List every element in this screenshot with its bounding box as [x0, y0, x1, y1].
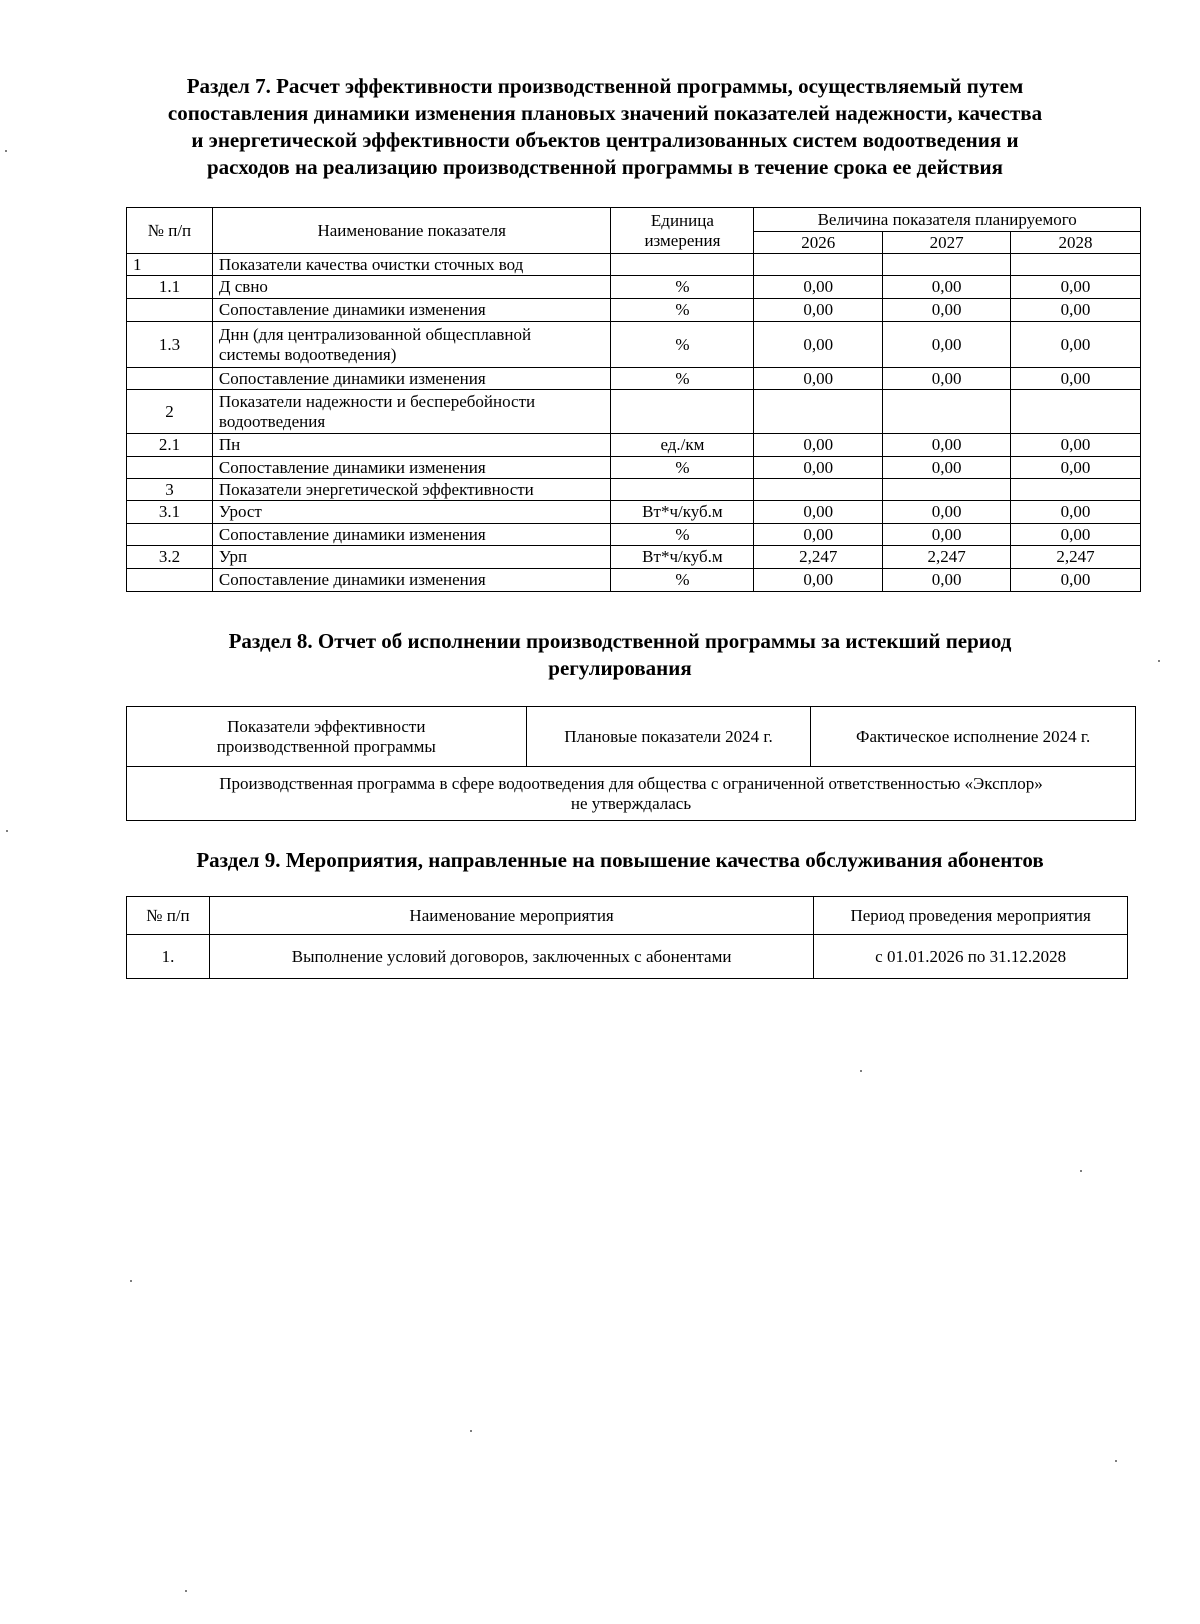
table-row: [127, 479, 1141, 501]
row-value: 0,00: [883, 434, 1011, 457]
row-value: 0,00: [754, 501, 883, 524]
table-header-row: [127, 707, 1136, 767]
row-name-line-1: Показатели надежности и бесперебойности: [218, 391, 536, 411]
row-unit: [611, 479, 754, 501]
table-row: [127, 546, 1141, 569]
scan-speck: [6, 830, 8, 832]
row-unit: Вт*ч/куб.м: [611, 546, 754, 569]
section7-title-line-3: и энергетической эффективности объектов централизованных систем водоотведения и: [191, 128, 1019, 152]
row-unit: %: [611, 457, 754, 479]
header-event-period: Период проведения мероприятия: [814, 897, 1128, 935]
row-num: 3.2: [127, 546, 213, 569]
scan-speck: [1158, 660, 1160, 662]
table-row: [127, 299, 1141, 322]
row-unit: %: [611, 368, 754, 390]
row-value: 2,247: [754, 546, 883, 569]
row-value: [883, 390, 1011, 434]
table-row: [127, 569, 1141, 592]
section7-title-line-2: сопоставления динамики изменения плановых значений показателей надежности, качества: [167, 101, 1043, 125]
section8-table: [126, 706, 1136, 821]
row-name: Д свно: [212, 276, 611, 299]
header-name: Наименование показателя: [212, 208, 611, 254]
scan-speck: [470, 1430, 472, 1432]
table-row: [127, 276, 1141, 299]
row-value: 0,00: [754, 276, 883, 299]
row-unit: %: [611, 569, 754, 592]
row-value: [883, 479, 1011, 501]
row-value: [1011, 390, 1141, 434]
row-num: [127, 299, 213, 322]
header-unit-line-1: Единица: [650, 210, 714, 230]
row-num: 3: [127, 479, 213, 501]
table-row: [127, 368, 1141, 390]
row-name: Урост: [212, 501, 611, 524]
row-unit: %: [611, 276, 754, 299]
row-value: 0,00: [754, 524, 883, 546]
row-value: 0,00: [1011, 457, 1141, 479]
row-value: 0,00: [883, 457, 1011, 479]
scan-speck: [1115, 1460, 1117, 1462]
row-value: 0,00: [1011, 569, 1141, 592]
row-num: 1: [127, 254, 213, 276]
table-row: [127, 390, 1141, 434]
section7-title-line-4: расходов на реализацию производственной программы в течение срока ее действия: [206, 155, 1004, 179]
row-value: [754, 390, 883, 434]
row-value: 0,00: [883, 569, 1011, 592]
row-unit: ед./км: [611, 434, 754, 457]
header-efficiency-indicators: [127, 707, 527, 767]
section7-title: [100, 73, 1110, 181]
row-value: 0,00: [754, 434, 883, 457]
row-value: 0,00: [1011, 434, 1141, 457]
program-not-approved-note: [127, 767, 1136, 821]
header-year: 2028: [1011, 232, 1141, 254]
table-row: [127, 524, 1141, 546]
scan-speck: [130, 1280, 132, 1282]
row-value: 0,00: [1011, 299, 1141, 322]
header-year: 2027: [883, 232, 1011, 254]
row-name: Пн: [212, 434, 611, 457]
section9-table: [126, 896, 1128, 979]
row-name-line-2: системы водоотведения): [218, 344, 397, 364]
row-num: [127, 524, 213, 546]
table-header-row: [127, 208, 1141, 232]
table-row: [127, 434, 1141, 457]
table-row: [127, 935, 1128, 979]
row-value: 0,00: [883, 368, 1011, 390]
header-unit-line-2: измерения: [644, 230, 721, 250]
row-unit: [611, 390, 754, 434]
row-name: Показатели энергетической эффективности: [212, 479, 611, 501]
section9-title: Раздел 9. Мероприятия, направленные на повышение качества обслуживания абонентов: [196, 848, 1044, 872]
row-unit: Вт*ч/куб.м: [611, 501, 754, 524]
row-num: 2.1: [127, 434, 213, 457]
row-name-line-2: водоотведения: [218, 411, 326, 431]
row-event-period: с 01.01.2026 по 31.12.2028: [814, 935, 1128, 979]
row-value: 0,00: [883, 276, 1011, 299]
row-value: 0,00: [754, 457, 883, 479]
row-value: 0,00: [754, 569, 883, 592]
row-value: [883, 254, 1011, 276]
row-num: 2: [127, 390, 213, 434]
row-value: [754, 254, 883, 276]
row-value: 0,00: [1011, 276, 1141, 299]
row-unit: %: [611, 299, 754, 322]
row-value: 0,00: [754, 299, 883, 322]
section8-title: [120, 628, 1120, 682]
table-header-row: [127, 897, 1128, 935]
row-value: 0,00: [754, 322, 883, 368]
row-value: 2,247: [1011, 546, 1141, 569]
row-num: [127, 569, 213, 592]
scan-speck: [185, 1590, 187, 1592]
row-name: Урп: [212, 546, 611, 569]
header-num: № п/п: [127, 897, 210, 935]
table-row: [127, 322, 1141, 368]
row-value: 0,00: [1011, 524, 1141, 546]
row-name: Показатели качества очистки сточных вод: [212, 254, 611, 276]
table-row: [127, 767, 1136, 821]
scan-speck: [860, 1070, 862, 1072]
table-row: [127, 457, 1141, 479]
scan-speck: [1080, 1170, 1082, 1172]
row-name: Сопоставление динамики изменения: [212, 524, 611, 546]
note-line-2: не утверждалась: [570, 793, 692, 813]
row-event-name: Выполнение условий договоров, заключенных с абонентами: [209, 935, 813, 979]
row-name-line-1: Днн (для централизованной общесплавной: [218, 324, 532, 344]
row-unit: [611, 254, 754, 276]
header-line-1: Показатели эффективности: [227, 716, 426, 736]
header-planned-2024: Плановые показатели 2024 г.: [526, 707, 811, 767]
table-row: [127, 501, 1141, 524]
row-num: [127, 457, 213, 479]
row-value: 2,247: [883, 546, 1011, 569]
header-year: 2026: [754, 232, 883, 254]
row-value: 0,00: [1011, 322, 1141, 368]
row-name: Сопоставление динамики изменения: [212, 368, 611, 390]
row-value: [754, 479, 883, 501]
row-name: Сопоставление динамики изменения: [212, 569, 611, 592]
note-line-1: Производственная программа в сфере водоотведения для общества с ограниченной ответственностью «Эксплор»: [219, 773, 1043, 793]
section8-title-line-2: регулирования: [548, 656, 692, 680]
row-value: 0,00: [883, 299, 1011, 322]
row-num: 1.: [127, 935, 210, 979]
row-num: 1.1: [127, 276, 213, 299]
row-unit: %: [611, 524, 754, 546]
header-line-2: производственной программы: [216, 736, 436, 756]
table-row: [127, 254, 1141, 276]
row-value: 0,00: [883, 524, 1011, 546]
section7-title-line-1: Раздел 7. Расчет эффективности производственной программы, осуществляемый путем: [186, 74, 1024, 98]
section7-table: [126, 207, 1141, 592]
scan-speck: [5, 150, 7, 152]
row-name: [212, 390, 611, 434]
row-unit: %: [611, 322, 754, 368]
row-name: Сопоставление динамики изменения: [212, 457, 611, 479]
row-name: Сопоставление динамики изменения: [212, 299, 611, 322]
row-value: 0,00: [1011, 368, 1141, 390]
section8-title-line-1: Раздел 8. Отчет об исполнении производственной программы за истекший период: [228, 629, 1012, 653]
row-num: [127, 368, 213, 390]
row-name: [212, 322, 611, 368]
row-num: 3.1: [127, 501, 213, 524]
row-value: 0,00: [754, 368, 883, 390]
row-value: 0,00: [883, 501, 1011, 524]
header-num: № п/п: [127, 208, 213, 254]
header-event-name: Наименование мероприятия: [209, 897, 813, 935]
row-value: [1011, 479, 1141, 501]
row-value: [1011, 254, 1141, 276]
header-actual-2024: Фактическое исполнение 2024 г.: [811, 707, 1136, 767]
row-num: 1.3: [127, 322, 213, 368]
row-value: 0,00: [1011, 501, 1141, 524]
header-unit: [611, 208, 754, 254]
header-value-group: Величина показателя планируемого: [754, 208, 1141, 232]
row-value: 0,00: [883, 322, 1011, 368]
